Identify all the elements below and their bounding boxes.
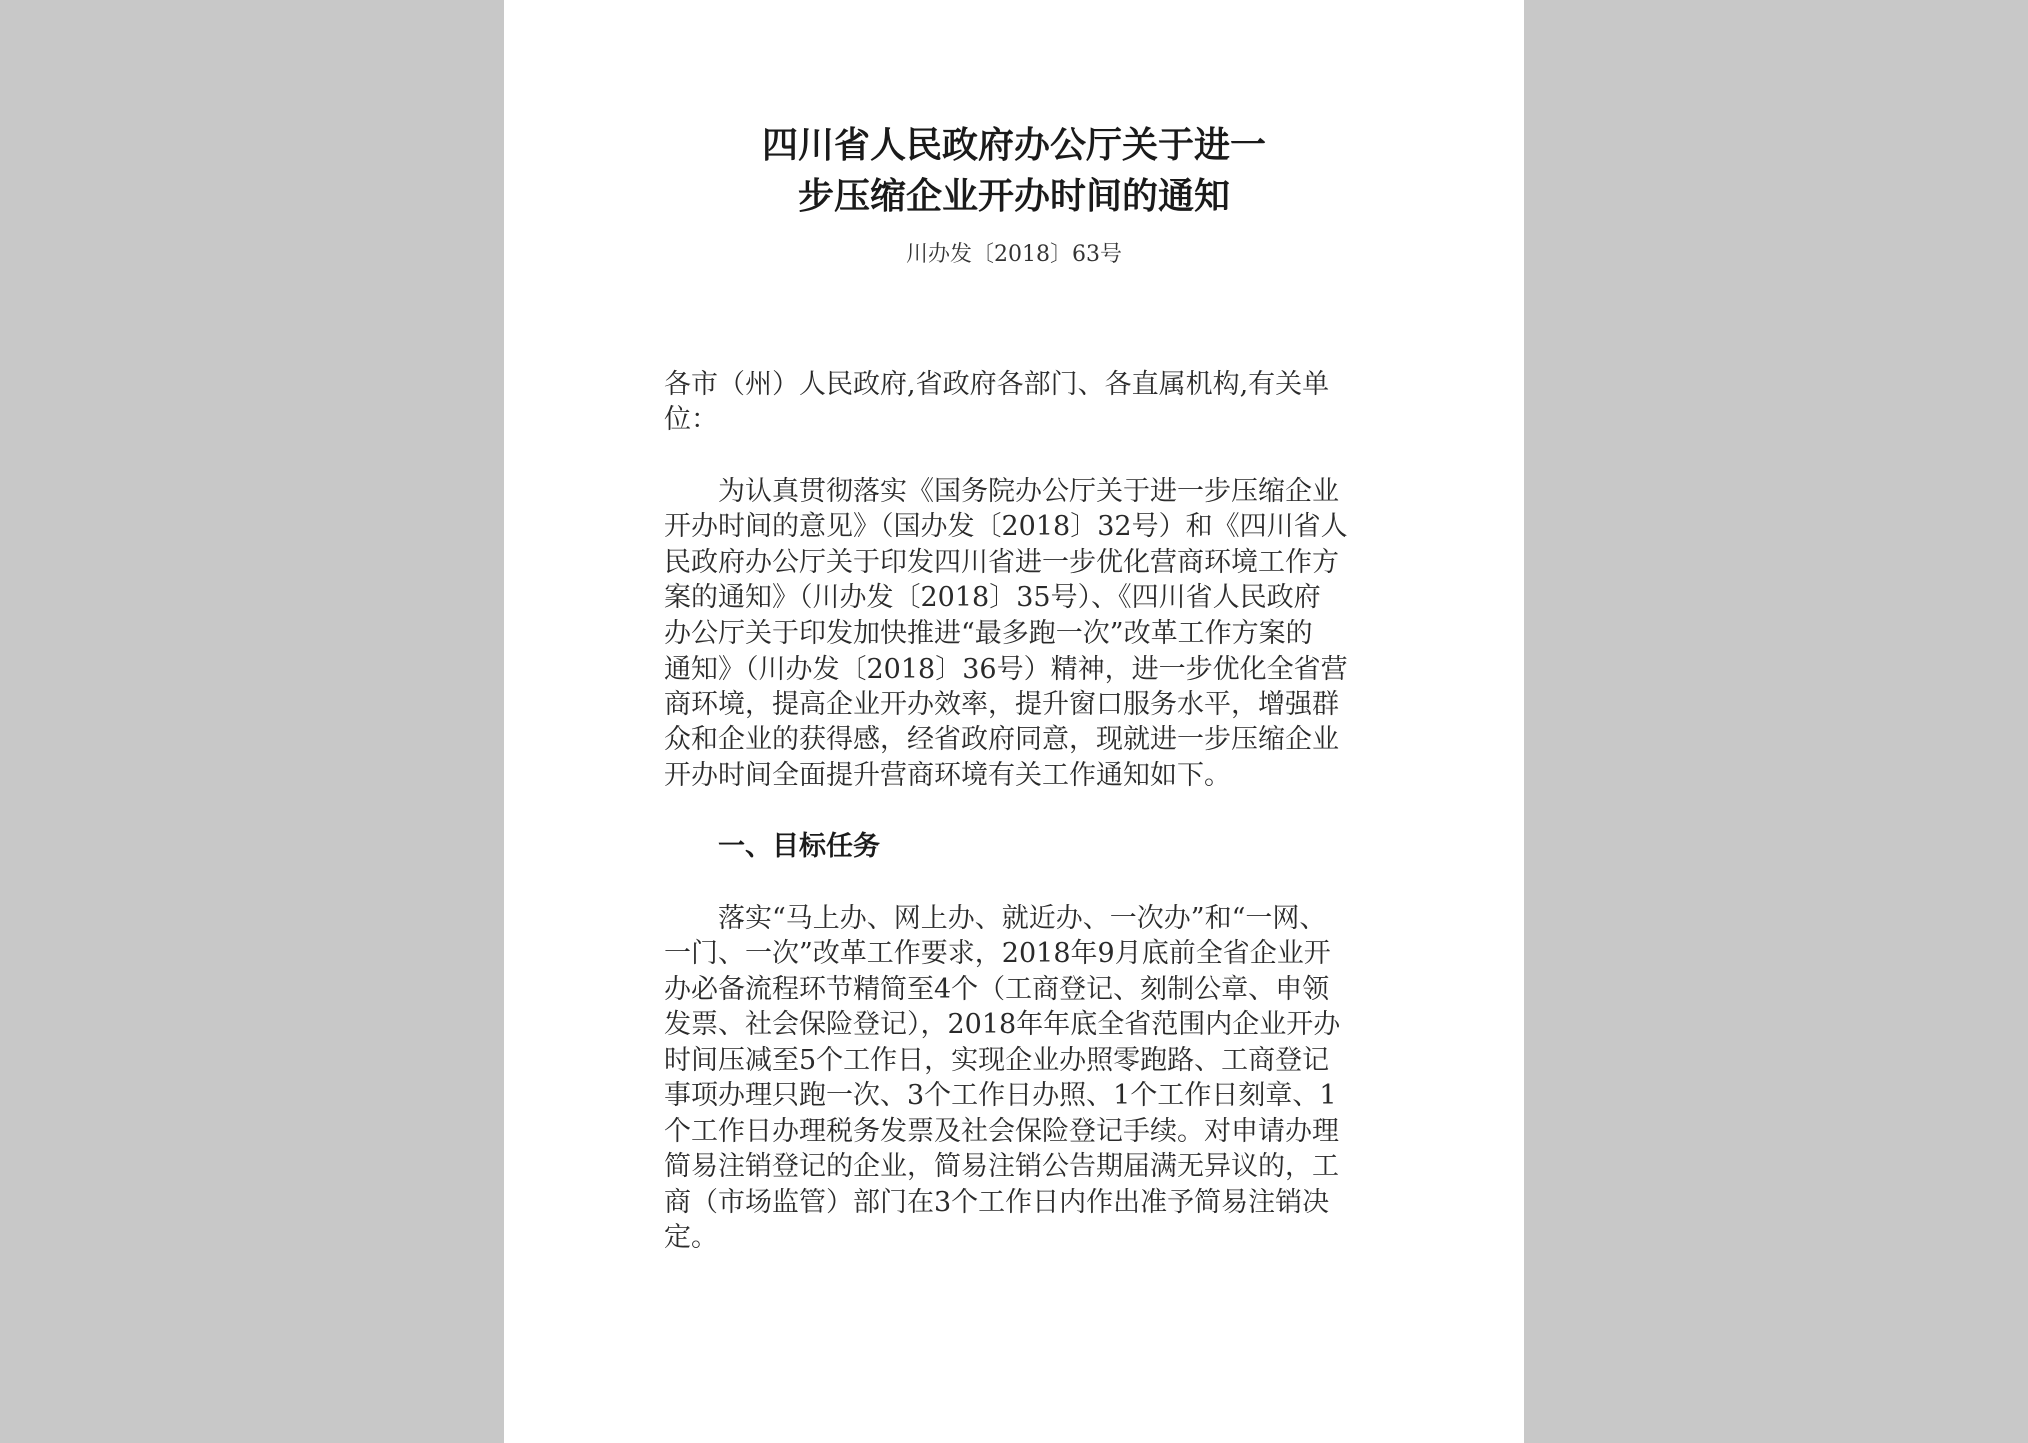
document-number: 川办发〔2018〕63号: [906, 242, 1122, 267]
section-heading: 一、目标任务: [718, 831, 880, 862]
section-paragraph-line: 商（市场监管）部门在3个工作日内作出准予简易注销决: [664, 1187, 1330, 1218]
intro-paragraph-line: 通知》（川办发〔2018〕36号）精神，进一步优化全省营: [664, 654, 1348, 685]
intro-paragraph-line: 案的通知》（川办发〔2018〕35号）、《四川省人民政府: [664, 582, 1321, 613]
section-paragraph-line: 办必备流程环节精简至4个（工商登记、刻制公章、申领: [664, 974, 1330, 1005]
section-paragraph-line: 简易注销登记的企业，简易注销公告期届满无异议的，工: [664, 1151, 1339, 1182]
section-paragraph-line: 落实“马上办、网上办、就近办、一次办”和“一网、: [718, 903, 1327, 934]
section-paragraph-line: 时间压减至5个工作日，实现企业办照零跑路、工商登记: [664, 1045, 1330, 1076]
section-paragraph-line: 事项办理只跑一次、3个工作日办照、1个工作日刻章、1: [664, 1080, 1337, 1111]
salutation-line: 各市（州）人民政府,省政府各部门、各直属机构,有关单: [664, 369, 1330, 400]
intro-paragraph-line: 为认真贯彻落实《国务院办公厅关于进一步压缩企业: [718, 476, 1339, 507]
intro-paragraph-line: 办公厅关于印发加快推进“最多跑一次”改革工作方案的: [664, 618, 1313, 649]
document-title-line-1: 四川省人民政府办公厅关于进一: [761, 125, 1266, 166]
salutation-line: 位：: [664, 404, 718, 435]
intro-paragraph-line: 开办时间的意见》（国办发〔2018〕32号）和《四川省人: [664, 511, 1348, 542]
intro-paragraph-line: 开办时间全面提升营商环境有关工作通知如下。: [664, 760, 1231, 791]
section-paragraph-line: 个工作日办理税务发票及社会保险登记手续。对申请办理: [664, 1116, 1339, 1147]
section-paragraph-line: 定。: [664, 1222, 718, 1253]
intro-paragraph-line: 民政府办公厅关于印发四川省进一步优化营商环境工作方: [664, 547, 1339, 578]
intro-paragraph-line: 众和企业的获得感，经省政府同意，现就进一步压缩企业: [664, 724, 1339, 755]
section-paragraph-line: 一门、一次”改革工作要求，2018年9月底前全省企业开: [664, 938, 1331, 969]
intro-paragraph-line: 商环境，提高企业开办效率，提升窗口服务水平，增强群: [664, 689, 1339, 720]
section-paragraph-line: 发票、社会保险登记），2018年年底全省范围内企业开办: [664, 1009, 1341, 1040]
document-page: [504, 0, 1524, 1443]
document-title-line-2: 步压缩企业开办时间的通知: [797, 176, 1230, 217]
